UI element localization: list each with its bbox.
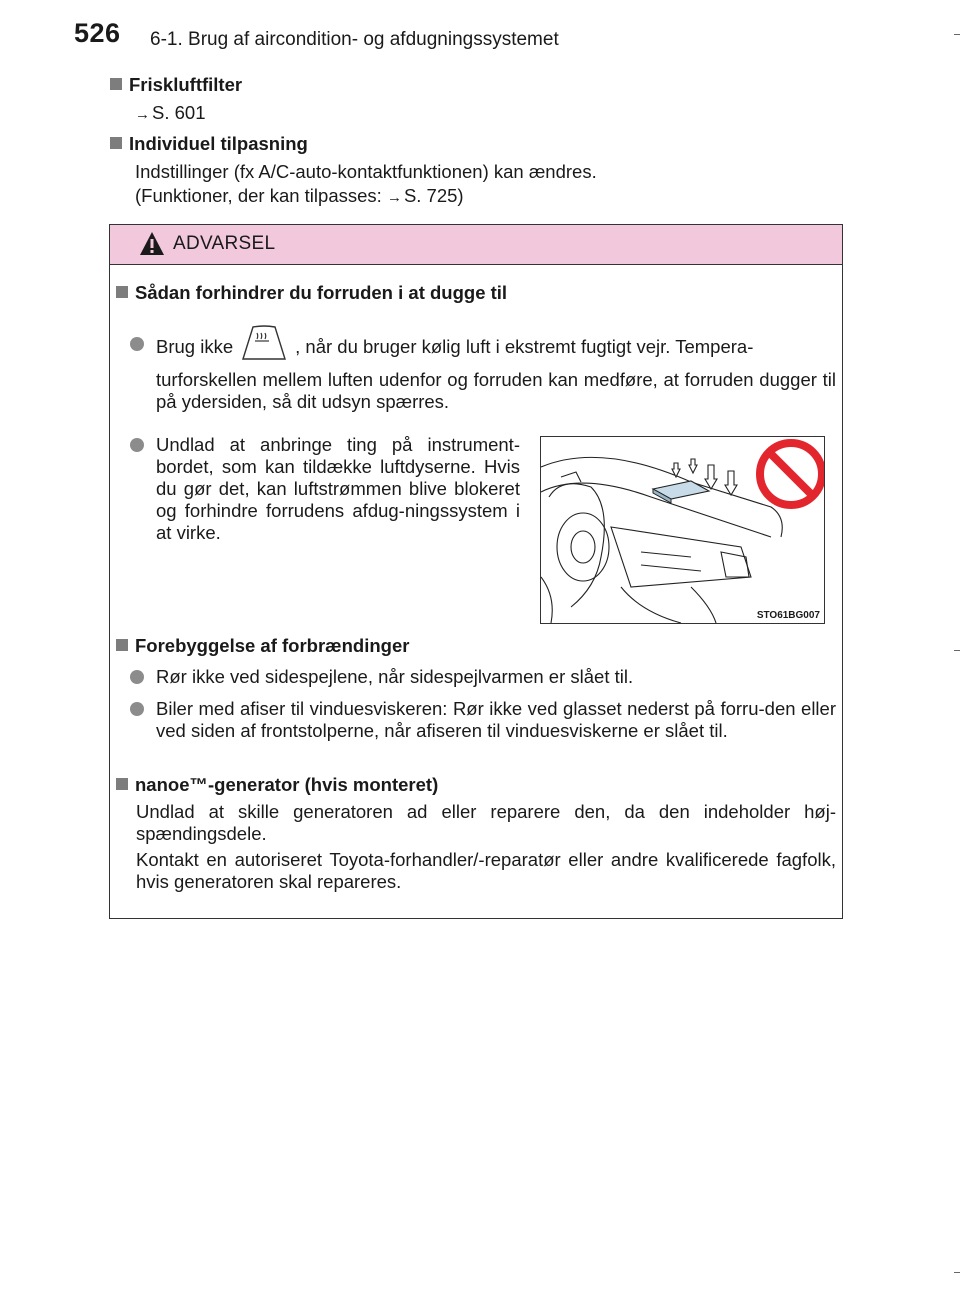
bullet-side-mirrors: Rør ikke ved sidespejlene, når sidespejlvarmen er slået til. [130, 666, 836, 688]
nanoe-text-2: Kontakt en autoriseret Toyota-forhandler/-reparatør eller andre kvalificerede fagfolk, hvis generatoren skal repareres. [136, 849, 836, 892]
warning-box [109, 224, 843, 919]
warning-label: ADVARSEL [173, 233, 276, 254]
square-bullet-icon [116, 286, 128, 298]
bullet-dashboard-objects: Undlad at anbringe ting på instrument-bordet, som kan tildække luftdyserne. Hvis du gør det, kan luftstrømmen blive blokeret og forhindre forrudens afdug-ningssystem i at virke. [130, 434, 520, 544]
arrow-right-icon: → [386, 189, 402, 206]
heading-prevent-fog: Sådan forhindrer du forruden i at dugge til [116, 282, 507, 304]
bullet-defog-switch: Brug ikke , når du bruger kølig luft i ekstremt fugtigt vejr. Tempera- [130, 333, 836, 363]
bullet-defog-continuation: turforskellen mellem luften udenfor og forruden kan medføre, at forruden dugger til på ydersiden, så dit udsyn spærres. [156, 369, 836, 412]
chapter-title: 6-1. Brug af aircondition- og afdugningssystemet [150, 29, 559, 50]
arrow-right-icon: → [135, 106, 150, 123]
car-interior-icon [541, 437, 824, 623]
square-bullet-icon [116, 639, 128, 651]
bullet-wiper-deicer: Biler med afiser til vinduesviskeren: Rør ikke ved glasset nederst på forru-den eller ved siden af frontstolperne, når afiseren til vinduesviskerne er slået til. [130, 698, 836, 742]
dashboard-illustration [540, 436, 825, 624]
crop-mark [954, 650, 960, 651]
round-bullet-icon [130, 670, 144, 684]
square-bullet-icon [110, 78, 122, 90]
warning-triangle-icon [139, 231, 165, 256]
round-bullet-icon [130, 337, 144, 351]
square-bullet-icon [110, 137, 122, 149]
section-fresh-air-filter: Friskluftfilter → S. 601 [110, 73, 242, 127]
illustration-code: STO61BG007 [756, 610, 820, 621]
square-bullet-icon [116, 778, 128, 790]
page-reference[interactable]: S. 601 [152, 102, 206, 123]
nanoe-text-1: Undlad at skille generatoren ad eller reparere den, da den indeholder høj-spændingsdele. [136, 801, 836, 844]
crop-mark [954, 34, 960, 35]
customization-text: Indstillinger (fx A/C-auto-kontaktfunktionen) kan ændres. [135, 161, 597, 182]
windshield-defog-icon [239, 323, 289, 363]
round-bullet-icon [130, 438, 144, 452]
page-number: 526 [74, 18, 121, 48]
section-customization: Individuel tilpasning Indstillinger (fx A/C-auto-kontaktfunktionen) kan ændres. (Funktioner, der kan tilpasses: → S. 725) [110, 132, 597, 210]
crop-mark [954, 1272, 960, 1273]
heading-nanoe-generator: nanoe™-generator (hvis monteret) [116, 774, 438, 796]
page-reference[interactable]: S. 725) [403, 185, 464, 206]
warning-header [110, 225, 842, 265]
round-bullet-icon [130, 702, 144, 716]
heading-burn-prevention: Forebyggelse af forbrændinger [116, 635, 409, 657]
